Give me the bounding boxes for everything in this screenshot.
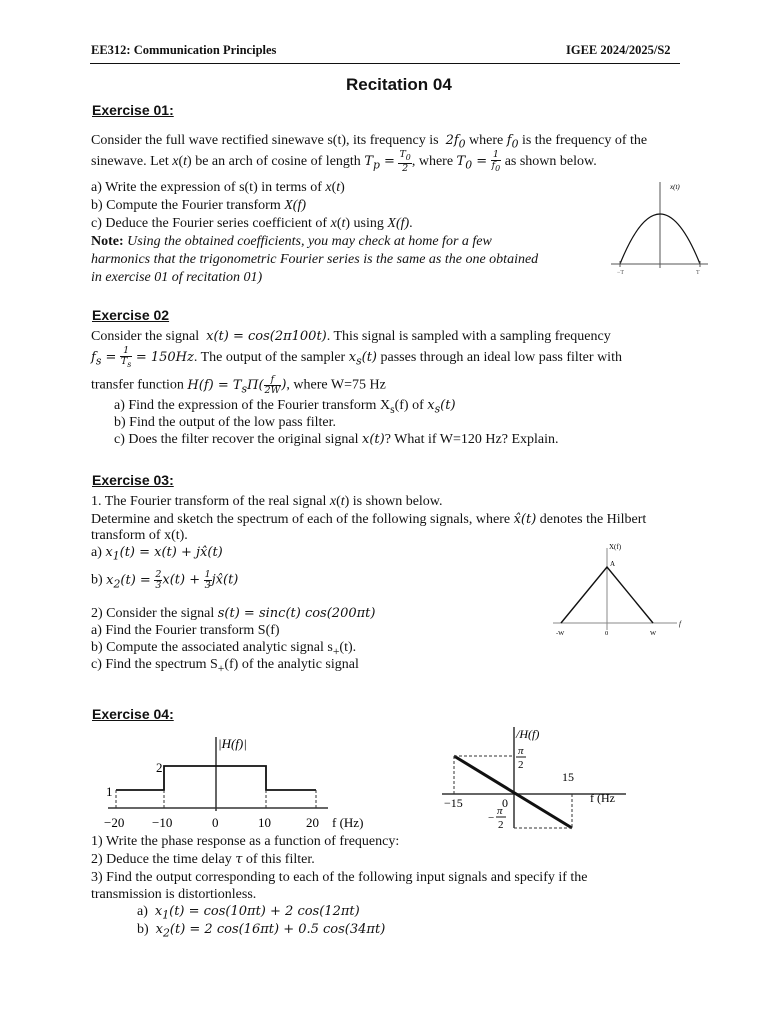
svg-text:T: T (696, 270, 700, 276)
ex4-q3-line-1: 3) Find the output corresponding to each of the following input signals and specify if the (91, 870, 588, 885)
term-label: IGEE 2024/2025/S2 (566, 43, 671, 57)
ex1-line-2: sinewave. Let x(t) be an arch of cosine of length $T_p$ = $\frac{T_0}{2}$ , where $T_0$ = $\frac{1}{f_0}$ as shown below. (91, 149, 597, 174)
svg-text:2: 2 (518, 759, 524, 771)
svg-text:π: π (518, 745, 524, 757)
exercise-04-heading: Exercise 04: (92, 706, 174, 722)
triangle-zero: 0 (605, 630, 609, 637)
ex1-item-b: b) Compute the Fourier transform X(f) (91, 198, 307, 213)
ex2-line-3: transfer function $H(f) = T_s\Pi$( $\frac{f}{2W}$ ), where W=75 Hz (91, 374, 386, 396)
svg-text:2: 2 (498, 819, 504, 831)
ex3-item-b: b) $x_2(t)$ = $\frac{2}{3}$ x(t) + $\frac{1}{3}$ jx̂(t) (91, 569, 239, 591)
ex1-note-3: in exercise 01 of recitation 01) (91, 270, 263, 285)
ex3-line-1: 1. The Fourier transform of the real signal x(t) is shown below. (91, 494, 443, 509)
triangle-neg-w: -W (556, 630, 565, 637)
ex3-q2-c: c) Find the spectrum $S_+(f)$ of the analytic signal (91, 657, 359, 675)
ex1-item-c: c) Deduce the Fourier series coefficient of x(t) using X(f). (91, 216, 413, 231)
ex4-q1: 1) Write the phase response as a function of frequency: (91, 834, 400, 849)
ex3-line-2: Determine and sketch the spectrum of each of the following signals, where x̂(t) denotes the Hilbert (91, 512, 647, 527)
cosine-arch-label: x(t) (670, 183, 680, 191)
ex4-item-a: a) $x_1(t) = \cos(10\pi t) + 2$ cos(12πt) (137, 904, 360, 922)
magnitude-response-figure (98, 733, 388, 833)
ex3-q2-a: a) Find the Fourier transform S(f) (91, 623, 280, 638)
svg-text:−T: −T (617, 270, 625, 276)
mag-tick-4: 10 (258, 815, 271, 830)
mag-tick-5: 20 (306, 815, 319, 830)
magnitude-label: |H(f)| (218, 736, 247, 751)
phase-label: /H(f) (516, 727, 540, 741)
exercise-02-heading: Exercise 02 (92, 307, 170, 323)
ex3-q2-b: b) Compute the associated analytic signal $s_+(t)$. (91, 640, 357, 658)
ex1-line-1: Consider the full wave rectified sinewave s(t), its frequency is $2f_0$ where $f_0$ is the frequency of the (91, 133, 648, 151)
exercise-01-heading: Exercise 01: (92, 102, 174, 118)
triangle-axis: f (679, 620, 681, 628)
triangle-spectrum-figure (545, 540, 690, 640)
phase-axis: f (Hz (590, 791, 615, 805)
phase-neg-15: −15 (444, 796, 463, 810)
ex2-item-c: c) Does the filter recover the original signal x(t)? What if W=120 Hz? Explain. (114, 432, 559, 447)
course-title: EE312: Communication Principles (91, 43, 277, 57)
mag-tick-2: −10 (152, 815, 173, 830)
triangle-label: X(f) (609, 543, 622, 551)
exercise-03-heading: Exercise 03: (92, 472, 174, 488)
ex1-item-a: a) Write the expression of s(t) in terms of x(t) (91, 180, 345, 195)
ex2-item-b: b) Find the output of the low pass filter. (114, 415, 337, 430)
mag-tick-3: 0 (212, 815, 219, 830)
cosine-arch-figure (608, 176, 713, 280)
ex4-item-b: b) $x_2(t) = 2$ cos(16πt) + 0.5 cos(34πt) (137, 922, 386, 940)
magnitude-axis: f (Hz) (332, 815, 364, 830)
svg-text:π: π (497, 805, 503, 817)
ex3-q2: 2) Consider the signal s(t) = sinc(t) cos(200πt) (91, 606, 376, 621)
phase-response-figure (434, 724, 634, 834)
mag-tick-1: −20 (104, 815, 125, 830)
triangle-peak: A (610, 560, 616, 568)
ex1-note-2: harmonics that the trigonometric Fourier series is the same as the one obtained (91, 252, 539, 267)
magnitude-y1: 1 (106, 784, 113, 799)
ex4-q3-line-2: transmission is distortionless. (91, 887, 257, 902)
ex2-line-2: $f_s$ = $\frac{1}{T_s}$ = 150Hz. The output of the sampler $x_s(t)$ passes through an ideal low pass filter with (91, 345, 622, 369)
header-rule (90, 63, 680, 64)
ex3-line-3: transform of x(t). (91, 528, 188, 543)
page-title: Recitation 04 (346, 75, 452, 94)
ex3-item-a: a) $x_1(t) = x(t)$ + jx̂(t) (91, 545, 223, 563)
ex1-note-1: Note: Using the obtained coefficients, you may check at home for a few (91, 234, 492, 249)
phase-zero: 0 (502, 796, 508, 810)
magnitude-y2: 2 (156, 760, 163, 775)
ex2-item-a: a) Find the expression of the Fourier transform $X_s(f)$ of $x_s(t)$ (114, 398, 456, 416)
ex4-q2: 2) Deduce the time delay τ of this filter. (91, 852, 315, 867)
ex2-line-1: Consider the signal x(t) = cos(2π100t). This signal is sampled with a sampling frequency (91, 329, 611, 344)
triangle-pos-w: W (650, 630, 657, 637)
svg-text:−: − (488, 812, 495, 824)
phase-pos-15: 15 (562, 770, 574, 784)
